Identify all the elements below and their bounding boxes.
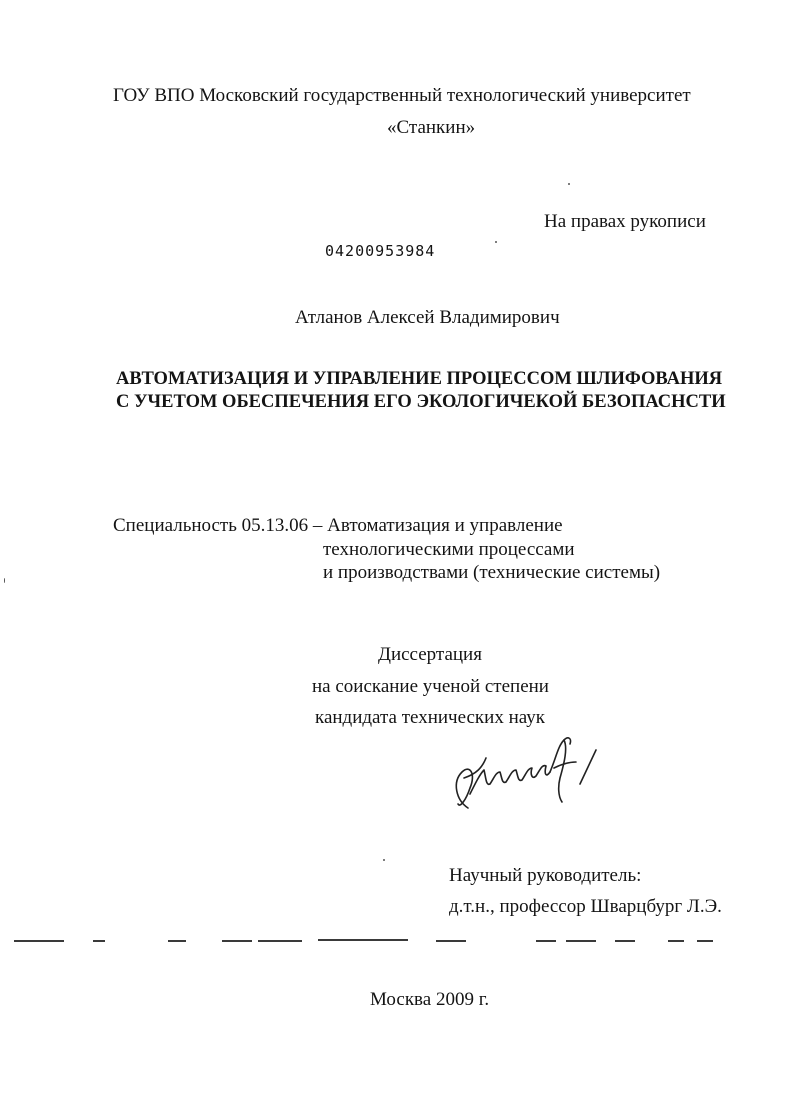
specialty-line-1: Специальность 05.13.06 – Автоматизация и управление bbox=[113, 515, 563, 536]
scan-speck bbox=[383, 859, 385, 861]
dissertation-label: Диссертация bbox=[378, 644, 482, 665]
city-year: Москва 2009 г. bbox=[370, 989, 490, 1010]
degree-line-2: кандидата технических наук bbox=[315, 707, 545, 728]
author-name: Атланов Алексей Владимирович bbox=[295, 307, 560, 328]
scan-speck bbox=[568, 183, 570, 185]
scan-speck bbox=[495, 241, 497, 243]
author-signature bbox=[446, 728, 606, 820]
supervisor-name: д.т.н., профессор Шварцбург Л.Э. bbox=[449, 896, 722, 917]
scan-noise-line bbox=[0, 936, 798, 944]
institution-line-2: «Станкин» bbox=[387, 117, 476, 138]
degree-line-1: на соискание ученой степени bbox=[312, 676, 549, 697]
thesis-title-line-2: С УЧЕТОМ ОБЕСПЕЧЕНИЯ ЕГО ЭКОЛОГИЧЕКОЙ БЕЗОПАСНСТИ bbox=[116, 392, 726, 412]
thesis-title-line-1: АВТОМАТИЗАЦИЯ И УПРАВЛЕНИЕ ПРОЦЕССОМ ШЛИФОВАНИЯ bbox=[116, 369, 723, 389]
catalog-number: 04200953984 bbox=[325, 242, 436, 260]
specialty-line-3: и производствами (технические системы) bbox=[323, 562, 661, 583]
institution-line-1: ГОУ ВПО Московский государственный технологический университет bbox=[113, 85, 691, 106]
manuscript-rights: На правах рукописи bbox=[544, 211, 706, 232]
scan-speck bbox=[4, 578, 5, 583]
supervisor-label: Научный руководитель: bbox=[449, 865, 642, 886]
specialty-line-2: технологическими процессами bbox=[323, 539, 575, 560]
